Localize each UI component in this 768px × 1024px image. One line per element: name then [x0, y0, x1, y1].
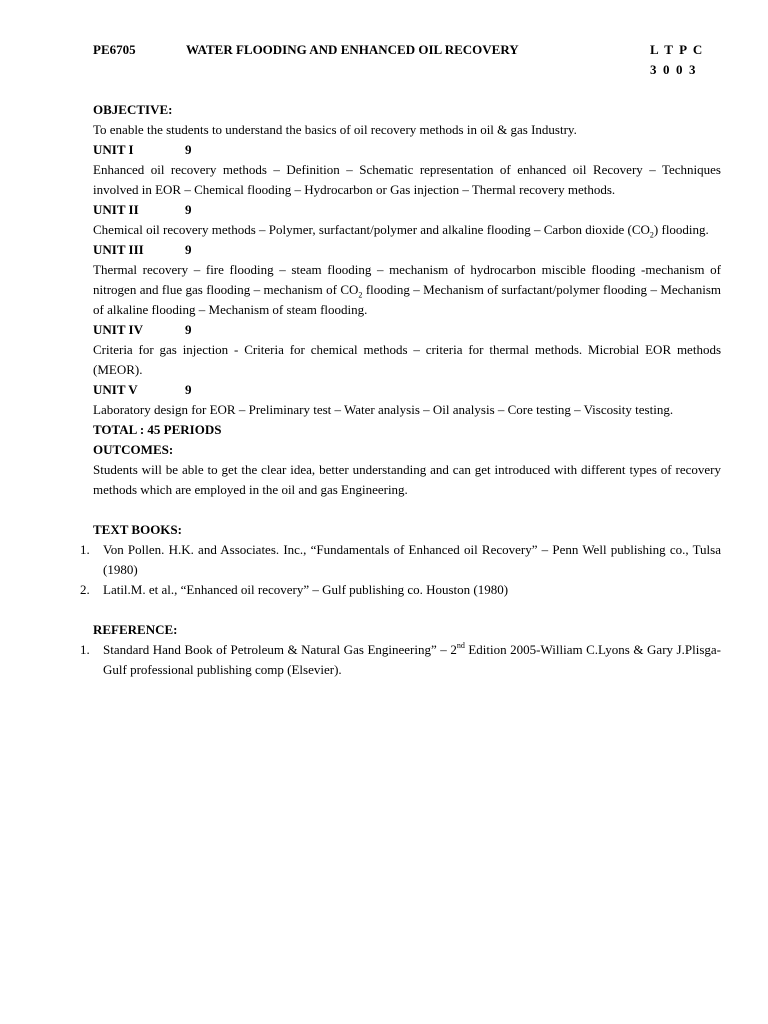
- unit-text-part: Chemical oil recovery methods – Polymer, surfactant/polymer and alkaline flooding – Carbon dioxide (CO: [93, 222, 650, 237]
- superscript: nd: [456, 640, 465, 650]
- ltpc-row: [93, 60, 721, 80]
- unit-hours: 9: [185, 242, 192, 257]
- unit-text: Enhanced oil recovery methods – Definition – Schematic representation of enhanced oil Recovery – Techniques involved in EOR – Chemical flooding – Hydrocarbon or Gas injection – Thermal recovery methods.: [93, 162, 721, 197]
- unit-hours: 9: [185, 382, 192, 397]
- unit-heading: [93, 240, 721, 260]
- unit-text: [93, 220, 721, 240]
- unit-heading: [93, 380, 721, 400]
- outcomes-text: Students will be able to get the clear idea, better understanding and can get introduced with different types of recovery methods which are employed in the oil and gas Engineering.: [93, 462, 721, 497]
- list-item: [80, 580, 721, 600]
- spacer: [93, 80, 721, 100]
- list-item: [80, 540, 721, 580]
- reference-heading: REFERENCE:: [93, 622, 178, 637]
- list-text-part: Edition 2005-William C.Lyons & Gary J.Plisga-Gulf professional publishing comp (Elsevier).: [103, 642, 721, 677]
- textbooks-list: [80, 540, 721, 600]
- unit-text: [93, 260, 721, 320]
- unit-text-part: Thermal recovery – fire flooding – steam flooding – mechanism of hydrocarbon miscible flooding -mechanism of nitrogen and flue gas flooding – mechanism of CO: [93, 262, 721, 297]
- list-number: 1.: [80, 542, 90, 557]
- list-number: 1.: [80, 642, 90, 657]
- unit-heading: [93, 140, 721, 160]
- objective-heading: OBJECTIVE:: [93, 102, 173, 117]
- list-item: [80, 640, 721, 680]
- list-text: Von Pollen. H.K. and Associates. Inc., “Fundamentals of Enhanced oil Recovery” – Penn Well publishing co., Tulsa (1980): [103, 542, 721, 577]
- unit-hours: 9: [185, 202, 192, 217]
- unit-name: UNIT V: [93, 382, 138, 397]
- subscript: 2: [358, 290, 363, 300]
- unit-name: UNIT III: [93, 242, 144, 257]
- total-periods: TOTAL : 45 PERIODS: [93, 422, 222, 437]
- ltpc-values: 3 0 0 3: [650, 62, 696, 77]
- list-number: 2.: [80, 582, 90, 597]
- objective-text: To enable the students to understand the basics of oil recovery methods in oil & gas Industry.: [93, 122, 577, 137]
- unit-text-part: flooding – Mechanism of surfactant/polymer flooding – Mechanism of alkaline flooding – Mechanism of steam flooding.: [93, 282, 721, 317]
- syllabus-page: [80, 40, 721, 680]
- unit-text-part: ) flooding.: [653, 222, 709, 237]
- unit-text: Criteria for gas injection - Criteria for chemical methods – criteria for thermal methods. Microbial EOR methods (MEOR).: [93, 342, 721, 377]
- unit-hours: 9: [185, 142, 192, 157]
- course-code: PE6705: [93, 42, 136, 57]
- spacer: [93, 500, 721, 520]
- unit-hours: 9: [185, 322, 192, 337]
- outcomes-heading: OUTCOMES:: [93, 442, 174, 457]
- unit-name: UNIT II: [93, 202, 139, 217]
- textbooks-heading: TEXT BOOKS:: [93, 522, 182, 537]
- course-header: [93, 40, 721, 60]
- list-text: Latil.M. et al., “Enhanced oil recovery” – Gulf publishing co. Houston (1980): [103, 582, 509, 597]
- reference-list: [80, 640, 721, 680]
- unit-heading: [93, 200, 721, 220]
- spacer: [93, 600, 721, 620]
- unit-text: Laboratory design for EOR – Preliminary test – Water analysis – Oil analysis – Core testing – Viscosity testing.: [93, 402, 674, 417]
- subscript: 2: [649, 230, 654, 240]
- ltpc-labels: L T P C: [650, 42, 703, 57]
- list-text-part: Standard Hand Book of Petroleum & Natural Gas Engineering” – 2: [103, 642, 457, 657]
- unit-heading: [93, 320, 721, 340]
- unit-name: UNIT I: [93, 142, 134, 157]
- unit-name: UNIT IV: [93, 322, 143, 337]
- course-title: WATER FLOODING AND ENHANCED OIL RECOVERY: [186, 42, 519, 57]
